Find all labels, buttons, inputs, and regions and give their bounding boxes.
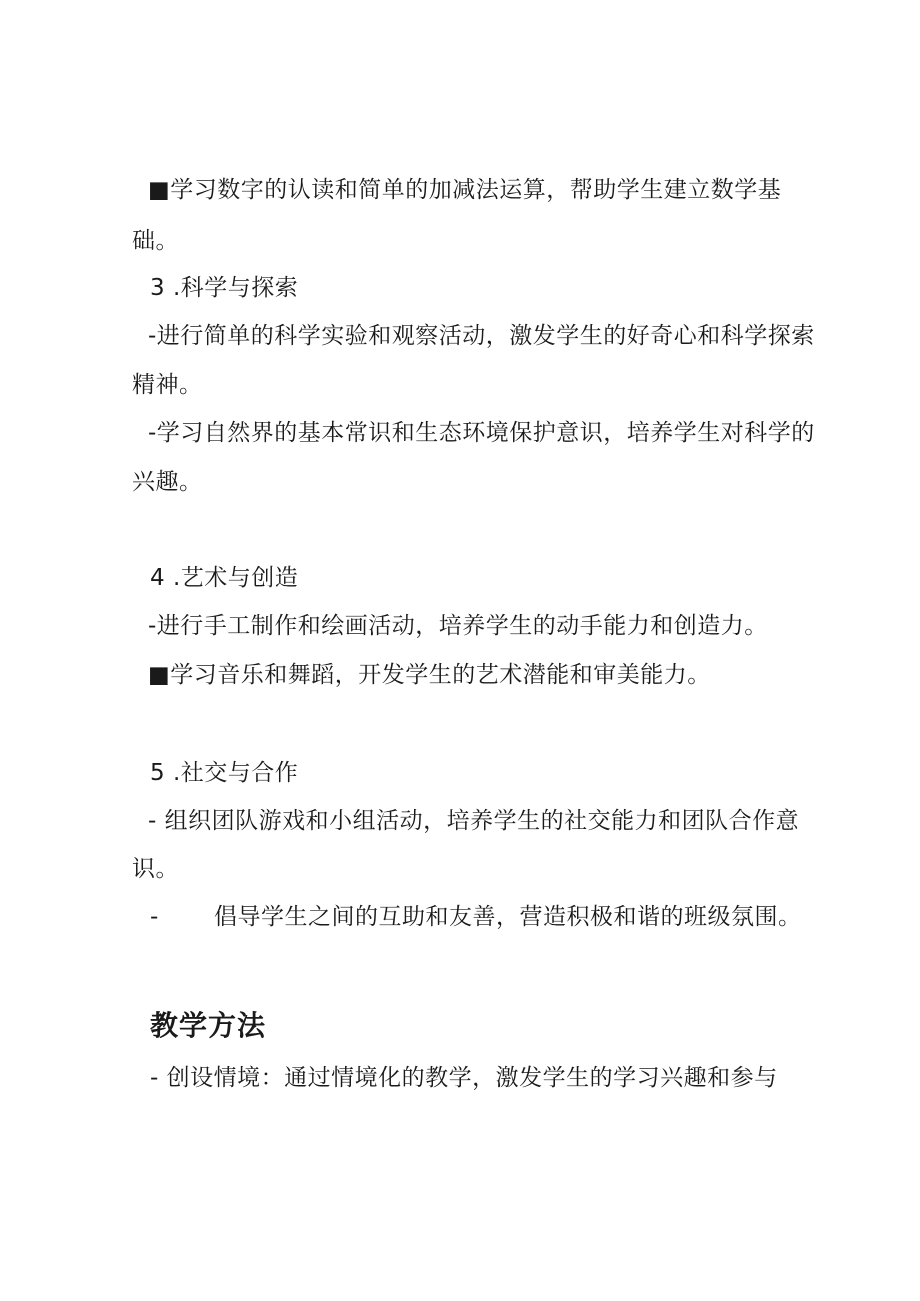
- paragraph-line: 识。: [132, 856, 179, 882]
- paragraph-line: ■学习音乐和舞蹈，开发学生的艺术潜能和审美能力。: [148, 662, 711, 688]
- paragraph-line: ■学习数字的认读和简单的加减法运算，帮助学生建立数学基: [148, 177, 782, 203]
- paragraph-line: -进行简单的科学实验和观察活动，激发学生的好奇心和科学探索: [148, 323, 815, 349]
- paragraph-line: 倡导学生之间的互助和友善，营造积极和谐的班级氛围。: [214, 904, 802, 930]
- paragraph-line: 础。: [132, 228, 179, 254]
- section-title-science: 3 .科学与探索: [150, 275, 299, 301]
- paragraph-line: 兴趣。: [132, 469, 203, 495]
- paragraph-line: 精神。: [132, 372, 203, 398]
- paragraph-line: -进行手工制作和绘画活动，培养学生的动手能力和创造力。: [148, 613, 768, 639]
- paragraph-line-dash: -: [150, 904, 159, 930]
- section-title-social: 5 .社交与合作: [150, 760, 299, 786]
- paragraph-line: - 创设情境：通过情境化的教学，激发学生的学习兴趣和参与: [150, 1065, 778, 1091]
- paragraph-line: -学习自然界的基本常识和生态环境保护意识，培养学生对科学的: [148, 420, 815, 446]
- paragraph-line: - 组织团队游戏和小组活动，培养学生的社交能力和团队合作意: [148, 808, 800, 834]
- section-heading: 教学方法: [150, 1009, 267, 1042]
- section-title-art: 4 .艺术与创造: [150, 565, 299, 591]
